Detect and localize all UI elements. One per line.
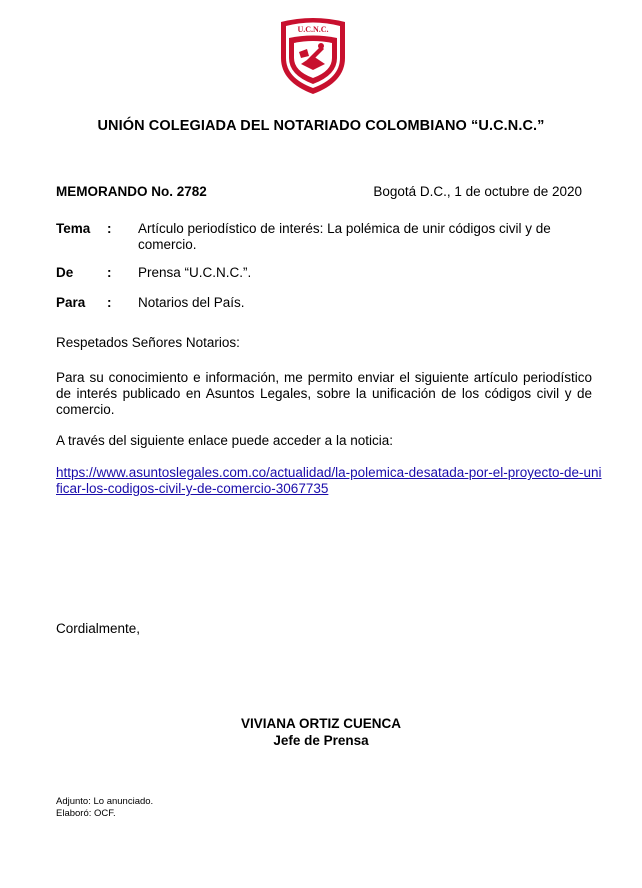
tema-colon: : xyxy=(107,221,112,236)
organization-title: UNIÓN COLEGIADA DEL NOTARIADO COLOMBIANO “U.C.N.C.” xyxy=(97,118,545,134)
logo-text: U.C.N.C. xyxy=(297,25,329,34)
tema-label: Tema xyxy=(56,221,91,236)
de-value: Prensa “U.C.N.C.”. xyxy=(138,265,252,280)
signature-name: VIVIANA ORTIZ CUENCA xyxy=(240,716,401,731)
memo-date: Bogotá D.C., 1 de octubre de 2020 xyxy=(373,184,582,199)
signature-role: Jefe de Prensa xyxy=(273,733,369,748)
news-article-link[interactable]: https://www.asuntoslegales.com.co/actualidad/la-polemica-desatada-por-el-proyecto-de-unificar-los-codigos-civil-y-de-comercio-3067735 xyxy=(56,465,602,496)
tema-value: Artículo periodístico de interés: La polémica de unir códigos civil y de comercio. xyxy=(138,221,551,252)
ucnc-logo xyxy=(277,16,349,96)
link-intro: A través del siguiente enlace puede acceder a la noticia: xyxy=(56,433,393,448)
elaboro-note: Elaboró: OCF. xyxy=(56,808,116,819)
greeting: Respetados Señores Notarios: xyxy=(56,335,240,350)
body-paragraph: Para su conocimiento e información, me permito enviar el siguiente artículo periodístico de interés publicado en Asuntos Legales, sobre la unificación de los códigos civil y de comercio. xyxy=(56,370,592,417)
para-colon: : xyxy=(107,295,112,310)
para-label: Para xyxy=(56,295,86,310)
closing: Cordialmente, xyxy=(56,621,141,636)
adjunto-note: Adjunto: Lo anunciado. xyxy=(56,796,154,807)
para-value: Notarios del País. xyxy=(138,295,245,310)
de-label: De xyxy=(56,265,74,280)
de-colon: : xyxy=(107,265,112,280)
memo-number: MEMORANDO No. 2782 xyxy=(56,184,207,199)
